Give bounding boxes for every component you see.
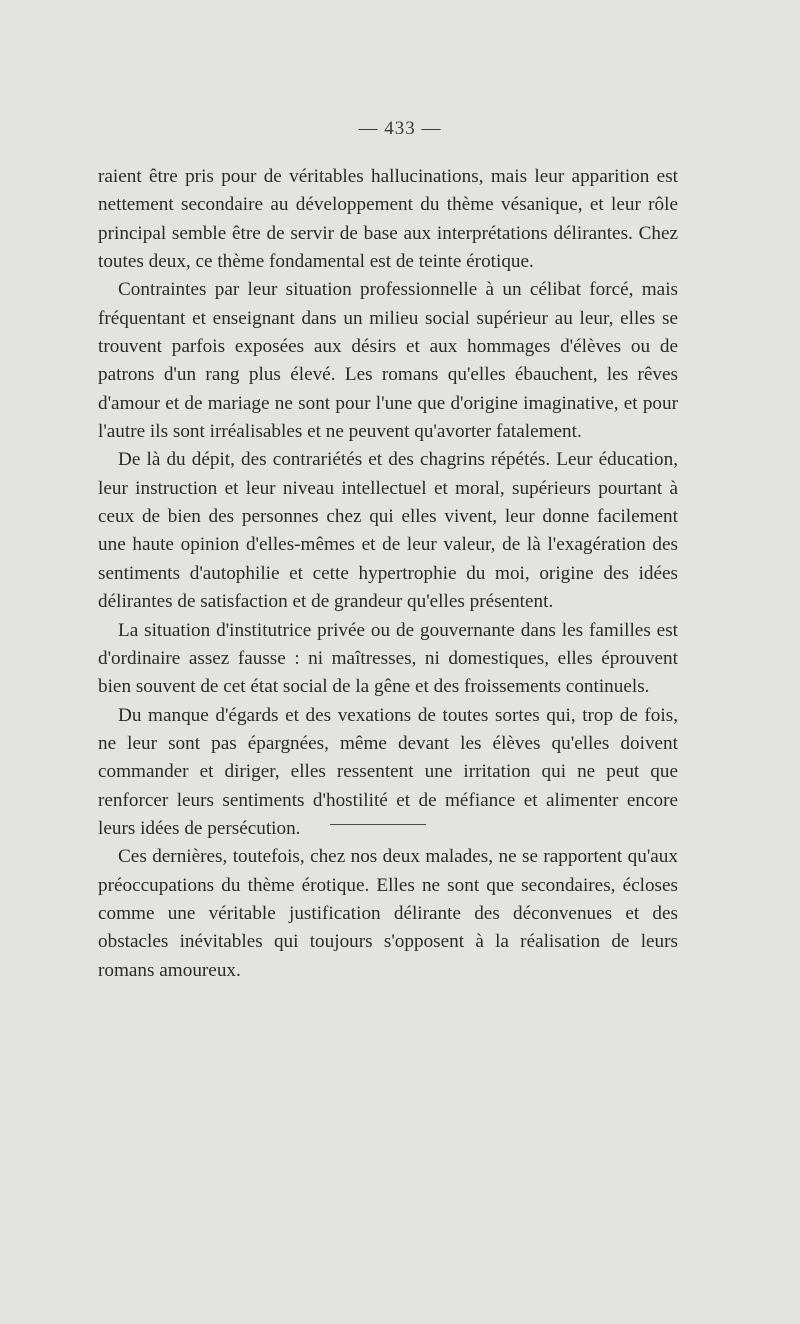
paragraph: raient être pris pour de véritables hallucinations, mais leur apparition est nettement secondaire au développement du thème vésanique, et leur rôle principal semble être de servir de base aux interprétations délirantes. Chez toutes deux, ce thème fondamental est de teinte érotique. <box>98 166 678 273</box>
paragraph: De là du dépit, des contrariétés et des chagrins répétés. Leur éducation, leur instruction et leur niveau intellectuel et moral, supérieurs pourtant à ceux de bien des personnes chez qui elles vivent, leur donne facilement une haute opinion d'elles-mêmes et de leur valeur, de là l'exagération des sentiments d'autophilie et cette hypertrophie du moi, origine des idées délirantes de satisfaction et de grandeur qu'elles présentent. <box>98 449 678 613</box>
section-end-rule <box>330 824 426 825</box>
paragraph: Contraintes par leur situation professionnelle à un célibat forcé, mais fréquentant et enseignant dans un milieu social supérieur au leur, elles se trouvent parfois exposées aux désirs et aux hommages d'élèves ou de patrons d'un rang plus élevé. Les romans qu'elles ébauchent, les rêves d'amour et de mariage ne sont pour l'une que d'origine imaginative, et pour l'autre ils sont irréalisables et ne peuvent qu'avorter fatalement. <box>98 279 678 443</box>
body-text <box>98 163 678 985</box>
paragraph: Du manque d'égards et des vexations de toutes sortes qui, trop de fois, ne leur sont pas épargnées, même devant les élèves qu'elles doivent commander et diriger, elles ressentent une irritation qui ne peut que renforcer leurs sentiments d'hostilité et de méfiance et alimenter encore leurs idées de persécution. <box>98 704 678 839</box>
page-number: — 433 — <box>358 118 442 139</box>
paragraph: La situation d'institutrice privée ou de gouvernante dans les familles est d'ordinaire assez fausse : ni maîtresses, ni domestiques, elles éprouvent bien souvent de cet état social de la gêne et des froissements continuels. <box>98 619 678 698</box>
paragraph: Ces dernières, toutefois, chez nos deux malades, ne se rapportent qu'aux préoccupations du thème érotique. Elles ne sont que secondaires, écloses comme une véritable justification délirante des déconvenues et des obstacles inévitables qui toujours s'opposent à la réalisation de leurs romans amoureux. <box>98 846 678 981</box>
